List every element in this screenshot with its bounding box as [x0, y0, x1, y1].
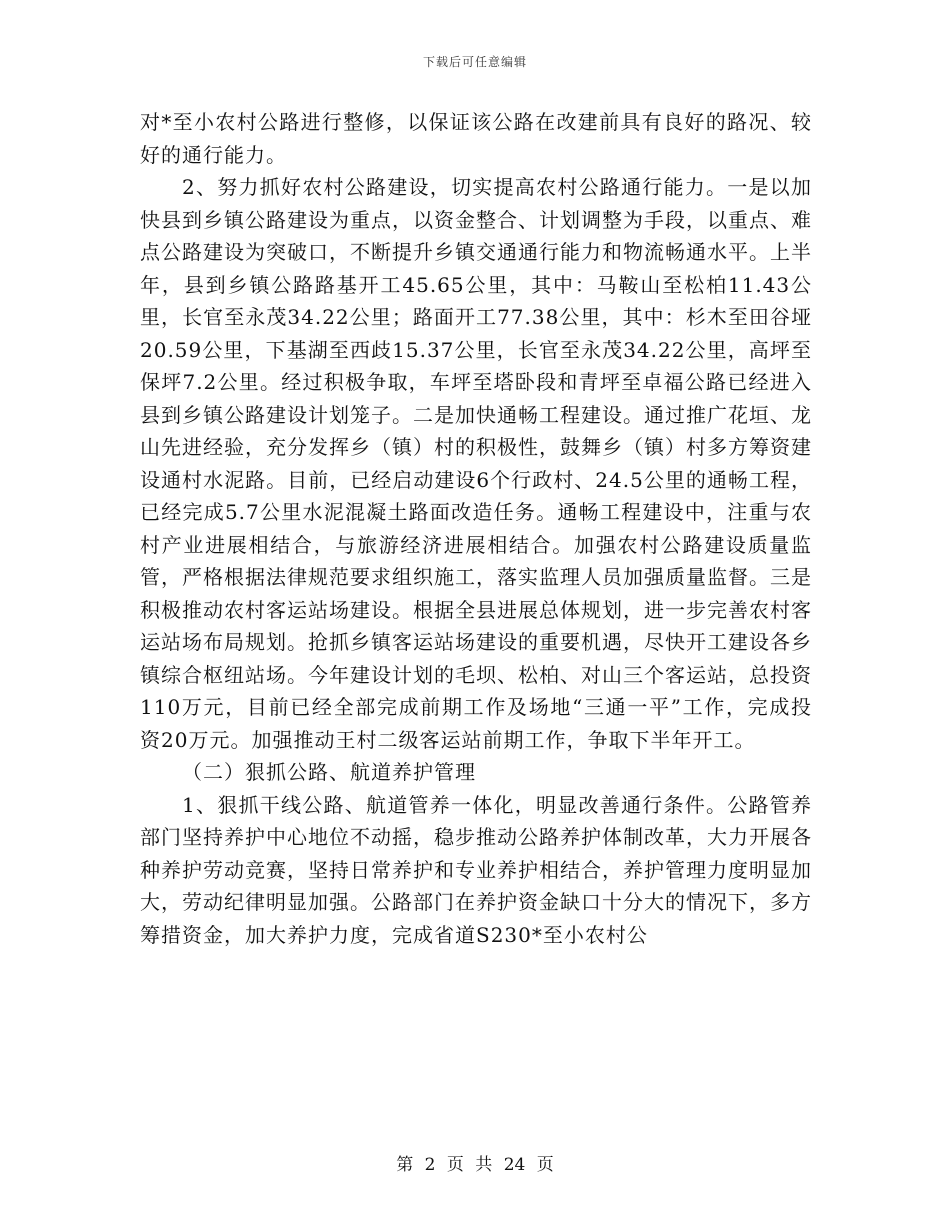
- document-body: [140, 106, 812, 951]
- paragraph-continuation: 对*至小农村公路进行整修，以保证该公路在改建前具有良好的路况、较好的通行能力。: [140, 110, 812, 167]
- paragraph-rural-road-construction: 2、努力抓好农村公路建设，切实提高农村公路通行能力。一是以加快县到乡镇公路建设为重点，以资金整合、计划调整为手段，以重点、难点公路建设为突破口，不断提升乡镇交通通行能力和物流畅通水平。上半年，县到乡镇公路路基开工45.65公里，其中：马鞍山至松柏11.43公里，长官至永茂34.22公里；路面开工77.38公里，其中：杉木至田谷垭20.59公里，下基湖至西歧15.37公里，长官至永茂34.22公里，高坪至保坪7.2公里。经过积极争取，车坪至塔卧段和青坪至卓福公路已经进入县到乡镇公路建设计划笼子。二是加快通畅工程建设。通过推广花垣、龙山先进经验，充分发挥乡（镇）村的积极性，鼓舞乡（镇）村多方筹资建设通村水泥路。目前，已经启动建设6个行政村、24.5公里的通畅工程，已经完成5.7公里水泥混凝土路面改造任务。通畅工程建设中，注重与农村产业进展相结合，与旅游经济进展相结合。加强农村公路建设质量监管，严格根据法律规范要求组织施工，落实监理人员加强质量监督。三是积极推动农村客运站场建设。根据全县进展总体规划，进一步完善农村客运站场布局规划。抢抓乡镇客运站场建设的重要机遇，尽快开工建设各乡镇综合枢纽站场。今年建设计划的毛坝、松柏、对山三个客运站，总投资110万元，目前已经全部完成前期工作及场地“三通一平”工作，完成投资20万元。加强推动王村二级客运站前期工作，争取下半年开工。: [140, 175, 812, 752]
- page-number-footer: 第 2 页 共 24 页: [396, 1155, 554, 1175]
- paragraph-trunk-road-maintenance: 1、狠抓干线公路、航道管养一体化，明显改善通行条件。公路管养部门坚持养护中心地位不动摇，稳步推动公路养护体制改革，大力开展各种养护劳动竞赛，坚持日常养护和专业养护相结合，养护管理力度明显加大，劳动纪律明显加强。公路部门在养护资金缺口十分大的情况下，多方筹措资金，加大养护力度，完成省道S230*至小农村公: [140, 792, 812, 947]
- page-header-note: 下载后可任意编辑: [422, 55, 527, 69]
- section-heading-maintenance: （二）狠抓公路、航道养护管理: [182, 760, 476, 784]
